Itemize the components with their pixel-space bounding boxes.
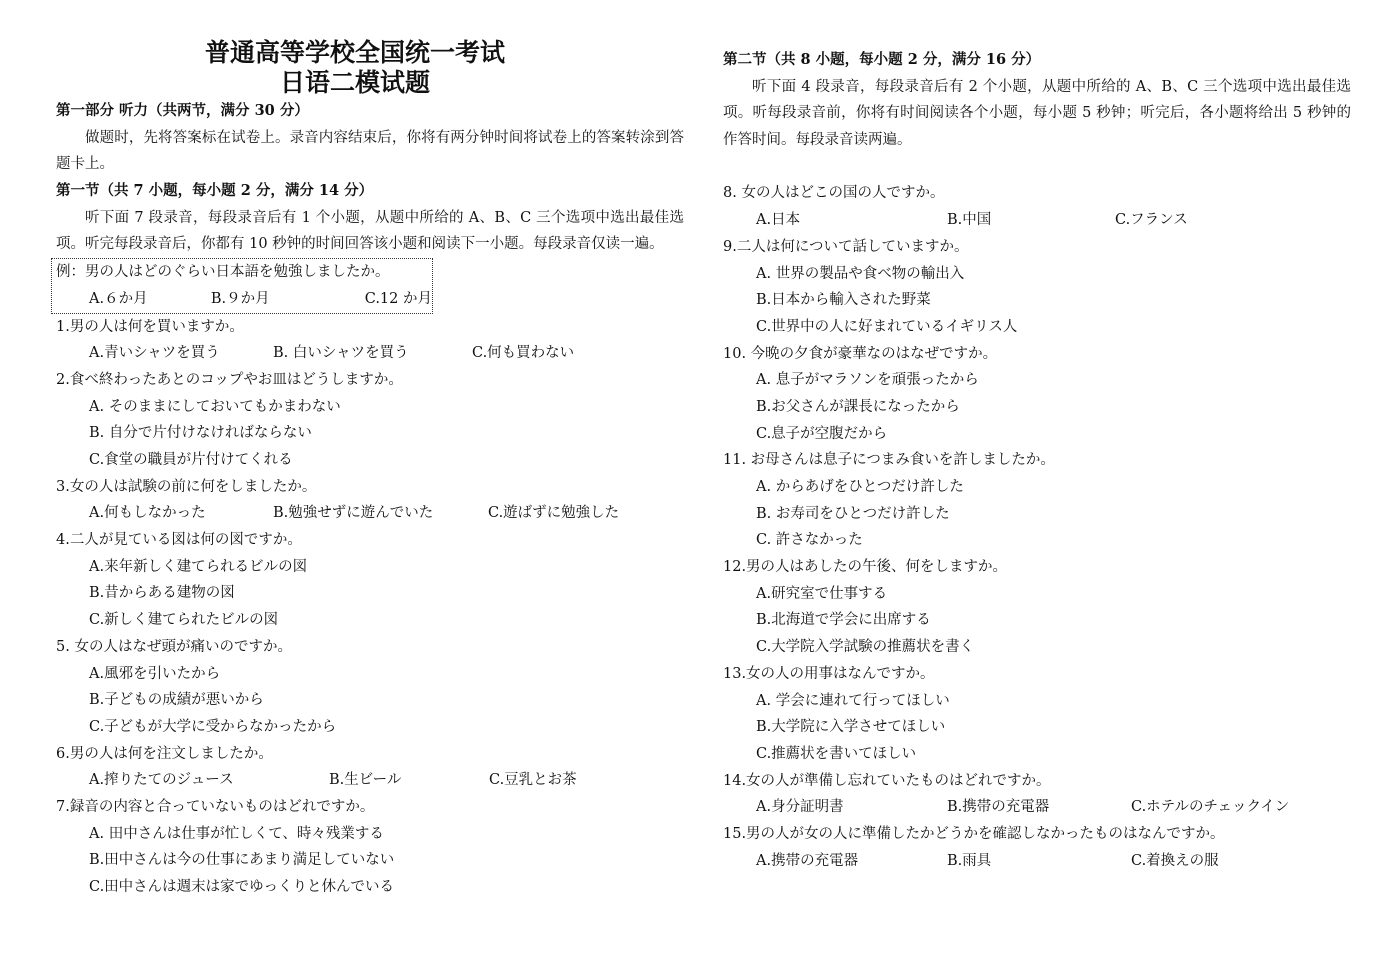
question-12: 12.男の人はあしたの午後、何をしますか。 bbox=[723, 559, 1008, 576]
question-8: 8. 女の人はどこの国の人ですか。 bbox=[723, 185, 945, 202]
option-b: B. 白いシャツを買う bbox=[273, 345, 409, 362]
option-c: C.フランス bbox=[1115, 212, 1188, 229]
question-10: 10. 今晩の夕食が豪華なのはなぜですか。 bbox=[723, 345, 998, 362]
question-15-options bbox=[723, 848, 1351, 875]
option-c: C.何も買わない bbox=[472, 345, 575, 362]
example-option-b: B.９か月 bbox=[210, 290, 270, 307]
option-c: C.息子が空腹だから bbox=[756, 425, 888, 442]
option-c: C.子どもが大学に受からなかったから bbox=[89, 718, 337, 735]
option-a: A.携帯の充電器 bbox=[756, 852, 859, 869]
question-14-options bbox=[723, 794, 1351, 821]
option-b: B.携帯の充電器 bbox=[947, 799, 1050, 816]
option-c: C.新しく建てられたビルの図 bbox=[89, 612, 279, 629]
option-c: C.食堂の職員が片付けてくれる bbox=[89, 452, 293, 468]
option-b: B. お寿司をひとつだけ許した bbox=[756, 505, 950, 522]
question-3-options bbox=[56, 500, 684, 527]
question-14: 14.女の人が準備し忘れていたものはどれですか。 bbox=[723, 772, 1051, 789]
option-a: A. 田中さんは仕事が忙しくて、時々残業する bbox=[89, 825, 384, 842]
option-a: A. 息子がマラソンを頑張ったから bbox=[756, 372, 979, 389]
section2-instructions: 听下面 4 段录音，每段录音后有 2 个小题，从题中所给的 A、B、C 三个选项中选出最佳选项。听每段录音前，你将有时间阅读各个小题，每小题 5 秒钟；听完后，各小题将给出 5 秒钟的作答时间。每段录音读两遍。 bbox=[723, 78, 1351, 149]
question-4: 4.二人が見ている図は何の図ですか。 bbox=[56, 532, 302, 549]
example-options bbox=[56, 286, 432, 313]
question-11: 11. お母さんは息子につまみ食いを許しましたか。 bbox=[723, 452, 1055, 469]
question-7: 7.録音の内容と合っていないものはどれですか。 bbox=[56, 798, 375, 815]
section2-heading: 第二节（共 8 小题，每小题 2 分，满分 16 分） bbox=[723, 51, 1041, 68]
option-b: B.勉強せずに遊んでいた bbox=[273, 505, 434, 522]
option-a: A.搾りたてのジュース bbox=[89, 772, 234, 789]
question-1: 1.男の人は何を買いますか。 bbox=[56, 318, 244, 335]
question-9: 9.二人は何について話していますか。 bbox=[723, 238, 969, 255]
left-column bbox=[56, 38, 684, 901]
section1-heading: 第一节（共 7 小题，每小题 2 分，满分 14 分） bbox=[56, 182, 374, 200]
example-option-a: A.６か月 bbox=[89, 290, 148, 307]
part1-instructions: 做题时，先将答案标在试卷上。录音内容结束后，你将有两分钟时间将试卷上的答案转涂到答题卡上。 bbox=[56, 129, 684, 173]
option-a: A.何もしなかった bbox=[89, 505, 206, 522]
option-a: A.身分証明書 bbox=[756, 799, 844, 816]
option-a: A. そのままにしておいてもかまわない bbox=[89, 398, 341, 415]
option-b: B.中国 bbox=[947, 212, 992, 229]
title-line-2: 日语二模试题 bbox=[279, 68, 430, 97]
option-c: C.推薦状を書いてほしい bbox=[756, 745, 917, 762]
spacer bbox=[723, 154, 1351, 181]
option-b: B.お父さんが課長になったから bbox=[756, 398, 960, 415]
option-c: C. 許さなかった bbox=[756, 532, 863, 549]
option-a: A. からあげをひとつだけ許した bbox=[756, 479, 964, 496]
question-6: 6.男の人は何を注文しましたか。 bbox=[56, 745, 273, 762]
part1-heading: 第一部分 听力（共两节，满分 30 分） bbox=[56, 102, 309, 119]
question-5: 5. 女の人はなぜ頭が痛いのですか。 bbox=[56, 638, 292, 655]
option-b: B.北海道で学会に出席する bbox=[756, 612, 931, 629]
option-c: C.着換えの服 bbox=[1131, 852, 1219, 869]
option-c: C.田中さんは週末は家でゆっくりと休んでいる bbox=[89, 879, 395, 895]
option-a: A.来年新しく建てられるビルの図 bbox=[89, 558, 308, 575]
option-a: A.風邪を引いたから bbox=[89, 665, 221, 682]
option-c: C.豆乳とお茶 bbox=[489, 772, 577, 789]
option-a: A. 世界の製品や食べ物の輸出入 bbox=[756, 265, 965, 282]
exam-title bbox=[56, 38, 684, 98]
question-1-options bbox=[56, 340, 684, 367]
option-a: A. 学会に連れて行ってほしい bbox=[756, 692, 950, 709]
option-b: B.子どもの成績が悪いから bbox=[89, 692, 264, 709]
option-b: B.日本から輸入された野菜 bbox=[756, 292, 931, 309]
question-3: 3.女の人は試験の前に何をしましたか。 bbox=[56, 478, 317, 495]
option-a: A.研究室で仕事する bbox=[756, 585, 888, 602]
question-13: 13.女の人の用事はなんですか。 bbox=[723, 665, 935, 682]
question-15: 15.男の人が女の人に準備したかどうかを確認しなかったものはなんですか。 bbox=[723, 825, 1225, 842]
example-box bbox=[51, 258, 433, 313]
option-c: C.世界中の人に好まれているイギリス人 bbox=[756, 318, 1018, 335]
option-b: B.大学院に入学させてほしい bbox=[756, 719, 946, 736]
section1-instructions: 听下面 7 段录音，每段录音后有 1 个小题，从题中所给的 A、B、C 三个选项中选出最佳选项。听完每段录音后，你都有 10 秒钟的时间回答该小题和阅读下一小题。每段录音仅读一遍。 bbox=[56, 209, 684, 253]
example-question: 例：男の人はどのぐらい日本語を勉強しましたか。 bbox=[56, 264, 390, 281]
option-b: B.生ビール bbox=[329, 772, 402, 789]
option-b: B. 自分で片付けなければならない bbox=[89, 425, 312, 442]
title-line-1: 普通高等学校全国统一考试 bbox=[204, 38, 505, 67]
option-c: C.遊ばずに勉強した bbox=[488, 505, 620, 522]
question-6-options bbox=[56, 767, 684, 794]
option-a: A.日本 bbox=[756, 212, 801, 229]
example-option-c: C.12 か月 bbox=[364, 290, 432, 307]
option-c: C.ホテルのチェックイン bbox=[1131, 799, 1290, 816]
option-a: A.青いシャツを買う bbox=[89, 345, 220, 362]
right-column bbox=[723, 47, 1351, 874]
option-b: B.田中さんは今の仕事にあまり満足していない bbox=[89, 852, 395, 869]
option-b: B.雨具 bbox=[947, 852, 992, 869]
question-2: 2.食べ終わったあとのコップやお皿はどうしますか。 bbox=[56, 371, 403, 388]
question-8-options bbox=[723, 207, 1351, 234]
option-c: C.大学院入学試験の推薦状を書く bbox=[756, 639, 975, 656]
option-b: B.昔からある建物の図 bbox=[89, 585, 235, 602]
